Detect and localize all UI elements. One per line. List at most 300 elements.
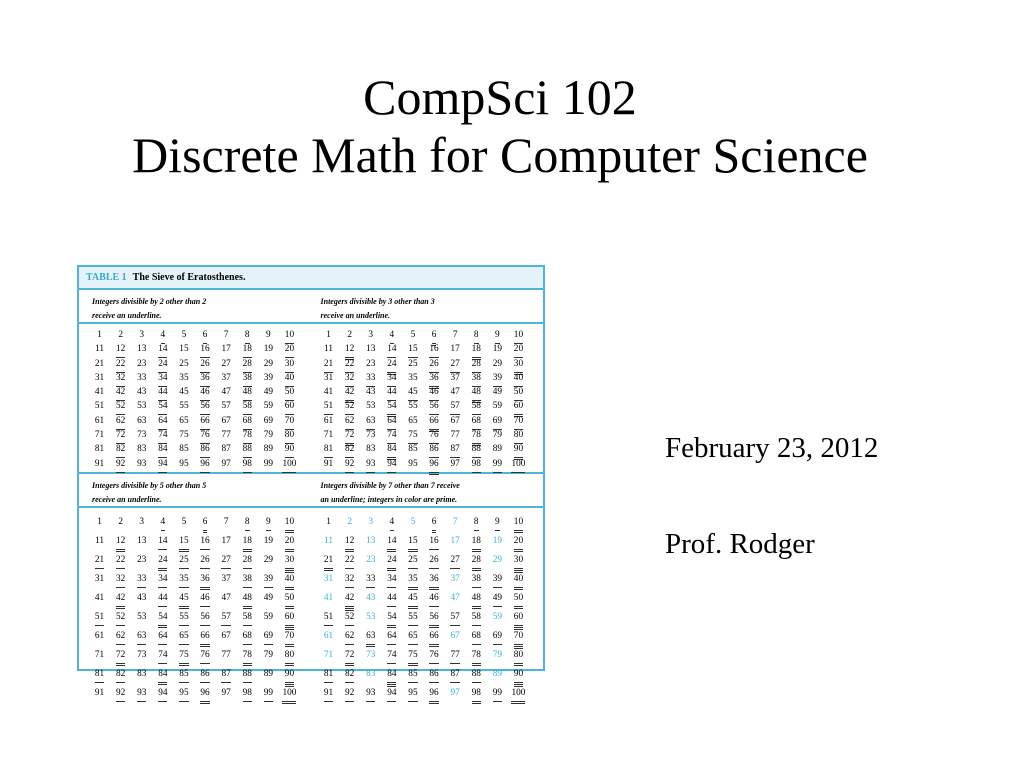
number-cell: 67 (221, 631, 231, 641)
number-cell: 67 (450, 415, 460, 426)
number-cell: 91 (318, 687, 339, 706)
number-cell: 79 (492, 650, 502, 660)
number-cell: 55 (179, 401, 189, 412)
number-cell: 68 (466, 630, 487, 649)
number-cell: 47 (450, 387, 460, 398)
number-cell: 1 (97, 517, 102, 527)
number-cell: 53 (366, 401, 376, 412)
number-cell: 87 (216, 668, 237, 687)
number-cell: 69 (258, 630, 279, 649)
number-cell: 86 (195, 668, 216, 687)
number-cell: 6 (424, 516, 445, 535)
number-cell: 64 (381, 630, 402, 649)
number-cell: 37 (221, 574, 231, 584)
number-cell: 84 (381, 668, 402, 687)
number-cell: 93 (360, 687, 381, 706)
number-cell: 70 (508, 630, 529, 649)
number-cell: 66 (195, 630, 216, 649)
number-cell: 24 (381, 358, 402, 372)
number-cell: 23 (366, 555, 376, 565)
number-cell: 48 (237, 386, 258, 400)
number-cell: 98 (466, 687, 487, 706)
number-cell: 54 (152, 611, 173, 630)
number-cell: 28 (237, 554, 258, 573)
number-cell: 97 (221, 458, 231, 469)
number-cell: 49 (263, 593, 273, 603)
number-cell: 2 (347, 330, 352, 340)
number-cell: 17 (221, 344, 231, 355)
number-cell: 85 (179, 444, 189, 455)
number-cell: 1 (326, 330, 331, 340)
number-cell: 61 (94, 631, 105, 641)
number-cell: 34 (152, 372, 173, 386)
number-cell: 95 (402, 687, 423, 706)
number-cell: 30 (508, 554, 529, 573)
number-cell: 71 (323, 430, 334, 441)
course-name: Discrete Math for Computer Science (132, 127, 868, 183)
sieve-table (77, 265, 545, 698)
number-cell: 84 (152, 443, 173, 457)
number-cell: 19 (263, 536, 273, 546)
number-cell: 66 (424, 630, 445, 649)
number-cell: 81 (318, 668, 339, 687)
number-cell: 71 (323, 650, 334, 660)
number-grid-5 (79, 516, 314, 706)
number-cell: 6 (195, 329, 216, 343)
number-cell: 93 (137, 458, 147, 469)
number-cell: 82 (110, 668, 131, 687)
number-cell: 61 (94, 415, 105, 426)
number-cell: 75 (179, 430, 189, 441)
number-cell: 9 (487, 516, 508, 535)
number-cell: 57 (221, 401, 231, 412)
number-cell: 70 (508, 415, 529, 429)
number-cell: 35 (179, 372, 189, 383)
number-cell: 35 (408, 372, 418, 383)
number-cell: 61 (323, 415, 334, 426)
number-cell: 20 (508, 343, 529, 357)
table-header (79, 267, 543, 290)
number-cell: 57 (445, 611, 466, 630)
number-cell: 82 (110, 443, 131, 457)
number-cell: 12 (339, 343, 360, 357)
number-cell: 10 (279, 329, 300, 343)
number-cell: 69 (487, 415, 508, 429)
number-cell: 70 (279, 415, 300, 429)
number-cell: 14 (381, 535, 402, 554)
number-cell: 92 (110, 687, 131, 706)
number-cell: 41 (94, 593, 105, 603)
number-cell: 46 (195, 386, 216, 400)
number-cell: 17 (221, 536, 231, 546)
number-cell: 28 (466, 554, 487, 573)
number-cell: 5 (410, 517, 416, 527)
number-cell: 36 (195, 372, 216, 386)
number-cell: 35 (173, 573, 194, 592)
number-cell: 40 (508, 372, 529, 386)
number-cell: 80 (279, 429, 300, 443)
number-cell: 58 (237, 400, 258, 414)
number-cell: 2 (118, 517, 123, 527)
number-cell: 65 (173, 630, 194, 649)
number-cell: 19 (492, 536, 502, 546)
number-cell: 8 (466, 516, 487, 535)
number-cell: 81 (89, 668, 110, 687)
number-cell: 73 (137, 650, 147, 660)
number-cell: 80 (508, 429, 529, 443)
number-cell: 78 (466, 649, 487, 668)
number-cell: 34 (152, 573, 173, 592)
number-cell: 32 (339, 573, 360, 592)
number-cell: 19 (263, 344, 273, 355)
number-cell: 87 (445, 443, 466, 457)
number-cell: 8 (466, 329, 487, 343)
number-cell: 57 (445, 400, 466, 414)
number-cell: 70 (279, 630, 300, 649)
number-cell: 83 (137, 669, 147, 679)
number-cell: 33 (360, 573, 381, 592)
table-label: TABLE 1 (86, 272, 127, 283)
number-cell: 18 (237, 343, 258, 357)
number-cell: 77 (221, 650, 231, 660)
number-cell: 73 (137, 430, 147, 441)
number-cell: 77 (445, 649, 466, 668)
number-cell: 54 (152, 400, 173, 414)
number-cell: 75 (402, 429, 423, 443)
number-cell: 10 (508, 329, 529, 343)
number-grid-7 (314, 516, 543, 706)
number-cell: 36 (195, 573, 216, 592)
number-cell: 26 (195, 554, 216, 573)
number-cell: 38 (237, 372, 258, 386)
number-cell: 88 (466, 668, 487, 687)
number-cell: 95 (173, 687, 194, 706)
number-cell: 73 (366, 430, 376, 441)
number-cell: 40 (508, 573, 529, 592)
number-cell: 17 (450, 344, 460, 355)
number-cell: 51 (318, 400, 339, 414)
number-cell: 46 (424, 592, 445, 611)
number-cell: 41 (94, 387, 105, 398)
number-cell: 27 (221, 358, 231, 369)
number-cell: 20 (279, 535, 300, 554)
number-cell: 95 (179, 458, 189, 469)
number-cell: 48 (466, 386, 487, 400)
number-cell: 63 (360, 415, 381, 429)
number-cell: 30 (279, 358, 300, 372)
number-cell: 31 (94, 372, 105, 383)
number-cell: 52 (339, 400, 360, 414)
number-cell: 56 (424, 400, 445, 414)
number-cell: 16 (195, 535, 216, 554)
number-cell: 38 (466, 573, 487, 592)
number-cell: 13 (366, 536, 376, 546)
number-cell: 59 (492, 612, 502, 622)
lecture-date: February 23, 2012 (665, 432, 879, 464)
number-cell: 41 (323, 593, 334, 603)
number-cell: 1 (326, 517, 331, 527)
number-cell: 88 (466, 443, 487, 457)
caption-divisible-by-5: Integers divisible by 5 other than 5 receive an underline. (92, 481, 207, 504)
number-cell: 12 (339, 535, 360, 554)
number-cell: 40 (279, 372, 300, 386)
grid-row-top (79, 324, 543, 474)
number-cell: 24 (152, 358, 173, 372)
number-cell: 45 (173, 592, 194, 611)
number-cell: 91 (323, 458, 334, 469)
number-cell: 99 (263, 458, 273, 469)
number-cell: 50 (279, 386, 300, 400)
number-cell: 44 (152, 386, 173, 400)
number-cell: 93 (131, 687, 152, 706)
number-cell: 11 (95, 536, 105, 546)
number-cell: 50 (279, 592, 300, 611)
number-cell: 49 (487, 592, 508, 611)
number-cell: 69 (487, 630, 508, 649)
number-cell: 60 (508, 611, 529, 630)
number-cell: 76 (195, 429, 216, 443)
number-cell: 21 (94, 358, 105, 369)
number-cell: 15 (402, 535, 423, 554)
number-cell: 65 (402, 630, 423, 649)
number-cell: 56 (195, 400, 216, 414)
number-cell: 58 (466, 400, 487, 414)
number-cell: 74 (381, 429, 402, 443)
number-cell: 100 (508, 458, 529, 472)
number-cell: 100 (508, 687, 529, 706)
number-cell: 18 (237, 535, 258, 554)
number-cell: 9 (258, 516, 279, 535)
number-cell: 88 (237, 443, 258, 457)
number-cell: 60 (279, 400, 300, 414)
number-cell: 74 (381, 649, 402, 668)
number-cell: 43 (366, 387, 376, 398)
number-cell: 32 (110, 573, 131, 592)
number-cell: 96 (424, 458, 445, 472)
number-cell: 32 (339, 372, 360, 386)
number-cell: 21 (318, 554, 339, 573)
number-cell: 8 (237, 516, 258, 535)
number-cell: 68 (466, 415, 487, 429)
number-cell: 92 (339, 687, 360, 706)
number-cell: 94 (381, 687, 402, 706)
number-cell: 47 (221, 593, 231, 603)
number-cell: 7 (452, 330, 458, 340)
number-cell: 40 (279, 573, 300, 592)
number-cell: 13 (137, 536, 147, 546)
number-grid-3 (314, 329, 543, 472)
number-cell: 62 (110, 630, 131, 649)
number-cell: 69 (263, 415, 273, 426)
number-cell: 51 (318, 611, 339, 630)
number-cell: 50 (508, 386, 529, 400)
course-code: CompSci 102 (363, 69, 637, 125)
number-cell: 42 (110, 592, 131, 611)
number-cell: 25 (173, 554, 194, 573)
number-cell: 2 (347, 517, 352, 527)
number-grid-2 (79, 329, 314, 472)
number-cell: 90 (279, 443, 300, 457)
number-cell: 79 (263, 430, 273, 441)
number-cell: 52 (110, 400, 131, 414)
number-cell: 65 (179, 415, 189, 426)
number-cell: 27 (445, 554, 466, 573)
number-cell: 94 (381, 458, 402, 472)
number-cell: 42 (339, 592, 360, 611)
number-cell: 79 (492, 430, 502, 441)
number-cell: 14 (152, 343, 173, 357)
number-cell: 46 (195, 592, 216, 611)
number-cell: 3 (139, 330, 145, 340)
number-cell: 52 (339, 611, 360, 630)
number-cell: 21 (318, 358, 339, 372)
number-cell: 23 (137, 555, 147, 565)
number-cell: 91 (94, 458, 105, 469)
number-cell: 59 (492, 401, 502, 412)
number-cell: 91 (94, 688, 105, 698)
number-cell: 90 (279, 668, 300, 687)
number-cell: 10 (279, 516, 300, 535)
number-cell: 47 (221, 387, 231, 398)
number-cell: 9 (487, 329, 508, 343)
number-cell: 31 (323, 574, 334, 584)
number-cell: 48 (237, 592, 258, 611)
number-cell: 26 (424, 358, 445, 372)
caption-divisible-by-3: Integers divisible by 3 other than 3 receive an underline. (320, 297, 435, 320)
number-cell: 99 (258, 687, 279, 706)
number-cell: 33 (360, 372, 381, 386)
number-cell: 20 (508, 535, 529, 554)
number-cell: 86 (195, 443, 216, 457)
slide-title (0, 68, 1000, 184)
number-cell: 76 (424, 649, 445, 668)
number-cell: 39 (487, 372, 508, 386)
number-cell: 76 (195, 649, 216, 668)
number-cell: 30 (279, 554, 300, 573)
number-cell: 82 (339, 443, 360, 457)
number-cell: 99 (487, 687, 508, 706)
number-cell: 54 (381, 611, 402, 630)
number-cell: 62 (339, 630, 360, 649)
number-cell: 15 (173, 535, 194, 554)
number-cell: 25 (402, 554, 423, 573)
number-cell: 29 (263, 358, 273, 369)
number-cell: 7 (223, 517, 229, 527)
number-cell: 43 (366, 593, 376, 603)
number-cell: 16 (195, 343, 216, 357)
number-cell: 63 (137, 415, 147, 426)
number-cell: 63 (131, 630, 152, 649)
number-cell: 92 (339, 458, 360, 472)
number-cell: 23 (366, 358, 376, 369)
number-cell: 38 (466, 372, 487, 386)
number-cell: 2 (118, 330, 123, 340)
number-cell: 37 (221, 372, 231, 383)
number-cell: 96 (424, 687, 445, 706)
number-cell: 38 (237, 573, 258, 592)
number-cell: 8 (237, 329, 258, 343)
number-cell: 33 (131, 573, 152, 592)
number-cell: 27 (445, 358, 466, 372)
number-cell: 71 (94, 430, 105, 441)
number-cell: 79 (263, 650, 273, 660)
number-cell: 54 (381, 400, 402, 414)
number-cell: 89 (492, 669, 502, 679)
number-cell: 97 (450, 688, 460, 698)
number-cell: 85 (402, 668, 423, 687)
number-cell: 74 (152, 429, 173, 443)
number-cell: 4 (152, 329, 173, 343)
number-cell: 3 (368, 330, 374, 340)
number-cell: 99 (487, 458, 508, 472)
number-cell: 66 (424, 415, 445, 429)
number-cell: 72 (339, 649, 360, 668)
number-cell: 78 (466, 429, 487, 443)
number-cell: 37 (450, 372, 460, 383)
number-cell: 26 (424, 554, 445, 573)
number-cell: 27 (216, 554, 237, 573)
number-cell: 75 (173, 649, 194, 668)
number-cell: 37 (450, 574, 460, 584)
number-cell: 13 (137, 344, 147, 355)
number-cell: 72 (339, 429, 360, 443)
number-cell: 67 (221, 415, 231, 426)
number-cell: 83 (137, 444, 147, 455)
number-cell: 14 (152, 535, 173, 554)
number-cell: 98 (466, 458, 487, 472)
number-cell: 94 (152, 458, 173, 472)
number-cell: 81 (318, 443, 339, 457)
number-cell: 86 (424, 443, 445, 457)
number-cell: 50 (508, 592, 529, 611)
number-cell: 47 (450, 593, 460, 603)
number-cell: 15 (402, 343, 423, 357)
number-cell: 32 (110, 372, 131, 386)
number-cell: 64 (381, 415, 402, 429)
number-cell: 52 (110, 611, 131, 630)
caption-row-top (79, 290, 543, 324)
number-cell: 96 (195, 687, 216, 706)
number-cell: 11 (95, 344, 105, 355)
number-cell: 24 (152, 554, 173, 573)
number-cell: 78 (237, 429, 258, 443)
number-cell: 58 (237, 611, 258, 630)
number-cell: 87 (221, 444, 231, 455)
number-cell: 51 (94, 401, 105, 412)
number-cell: 71 (94, 650, 105, 660)
number-cell: 12 (110, 343, 131, 357)
number-cell: 95 (408, 458, 418, 469)
number-cell: 28 (466, 358, 487, 372)
number-cell: 6 (424, 329, 445, 343)
number-cell: 73 (366, 650, 376, 660)
number-cell: 24 (381, 554, 402, 573)
number-cell: 39 (263, 372, 273, 383)
grid-row-bottom (79, 508, 543, 706)
number-cell: 12 (110, 535, 131, 554)
number-cell: 45 (179, 387, 189, 398)
number-cell: 3 (139, 517, 145, 527)
number-cell: 61 (323, 631, 334, 641)
number-cell: 28 (237, 358, 258, 372)
number-cell: 3 (368, 517, 374, 527)
number-cell: 4 (381, 329, 402, 343)
number-cell: 14 (381, 343, 402, 357)
number-cell: 100 (279, 458, 300, 472)
number-cell: 57 (216, 611, 237, 630)
number-cell: 83 (366, 669, 376, 679)
number-cell: 9 (266, 330, 271, 340)
